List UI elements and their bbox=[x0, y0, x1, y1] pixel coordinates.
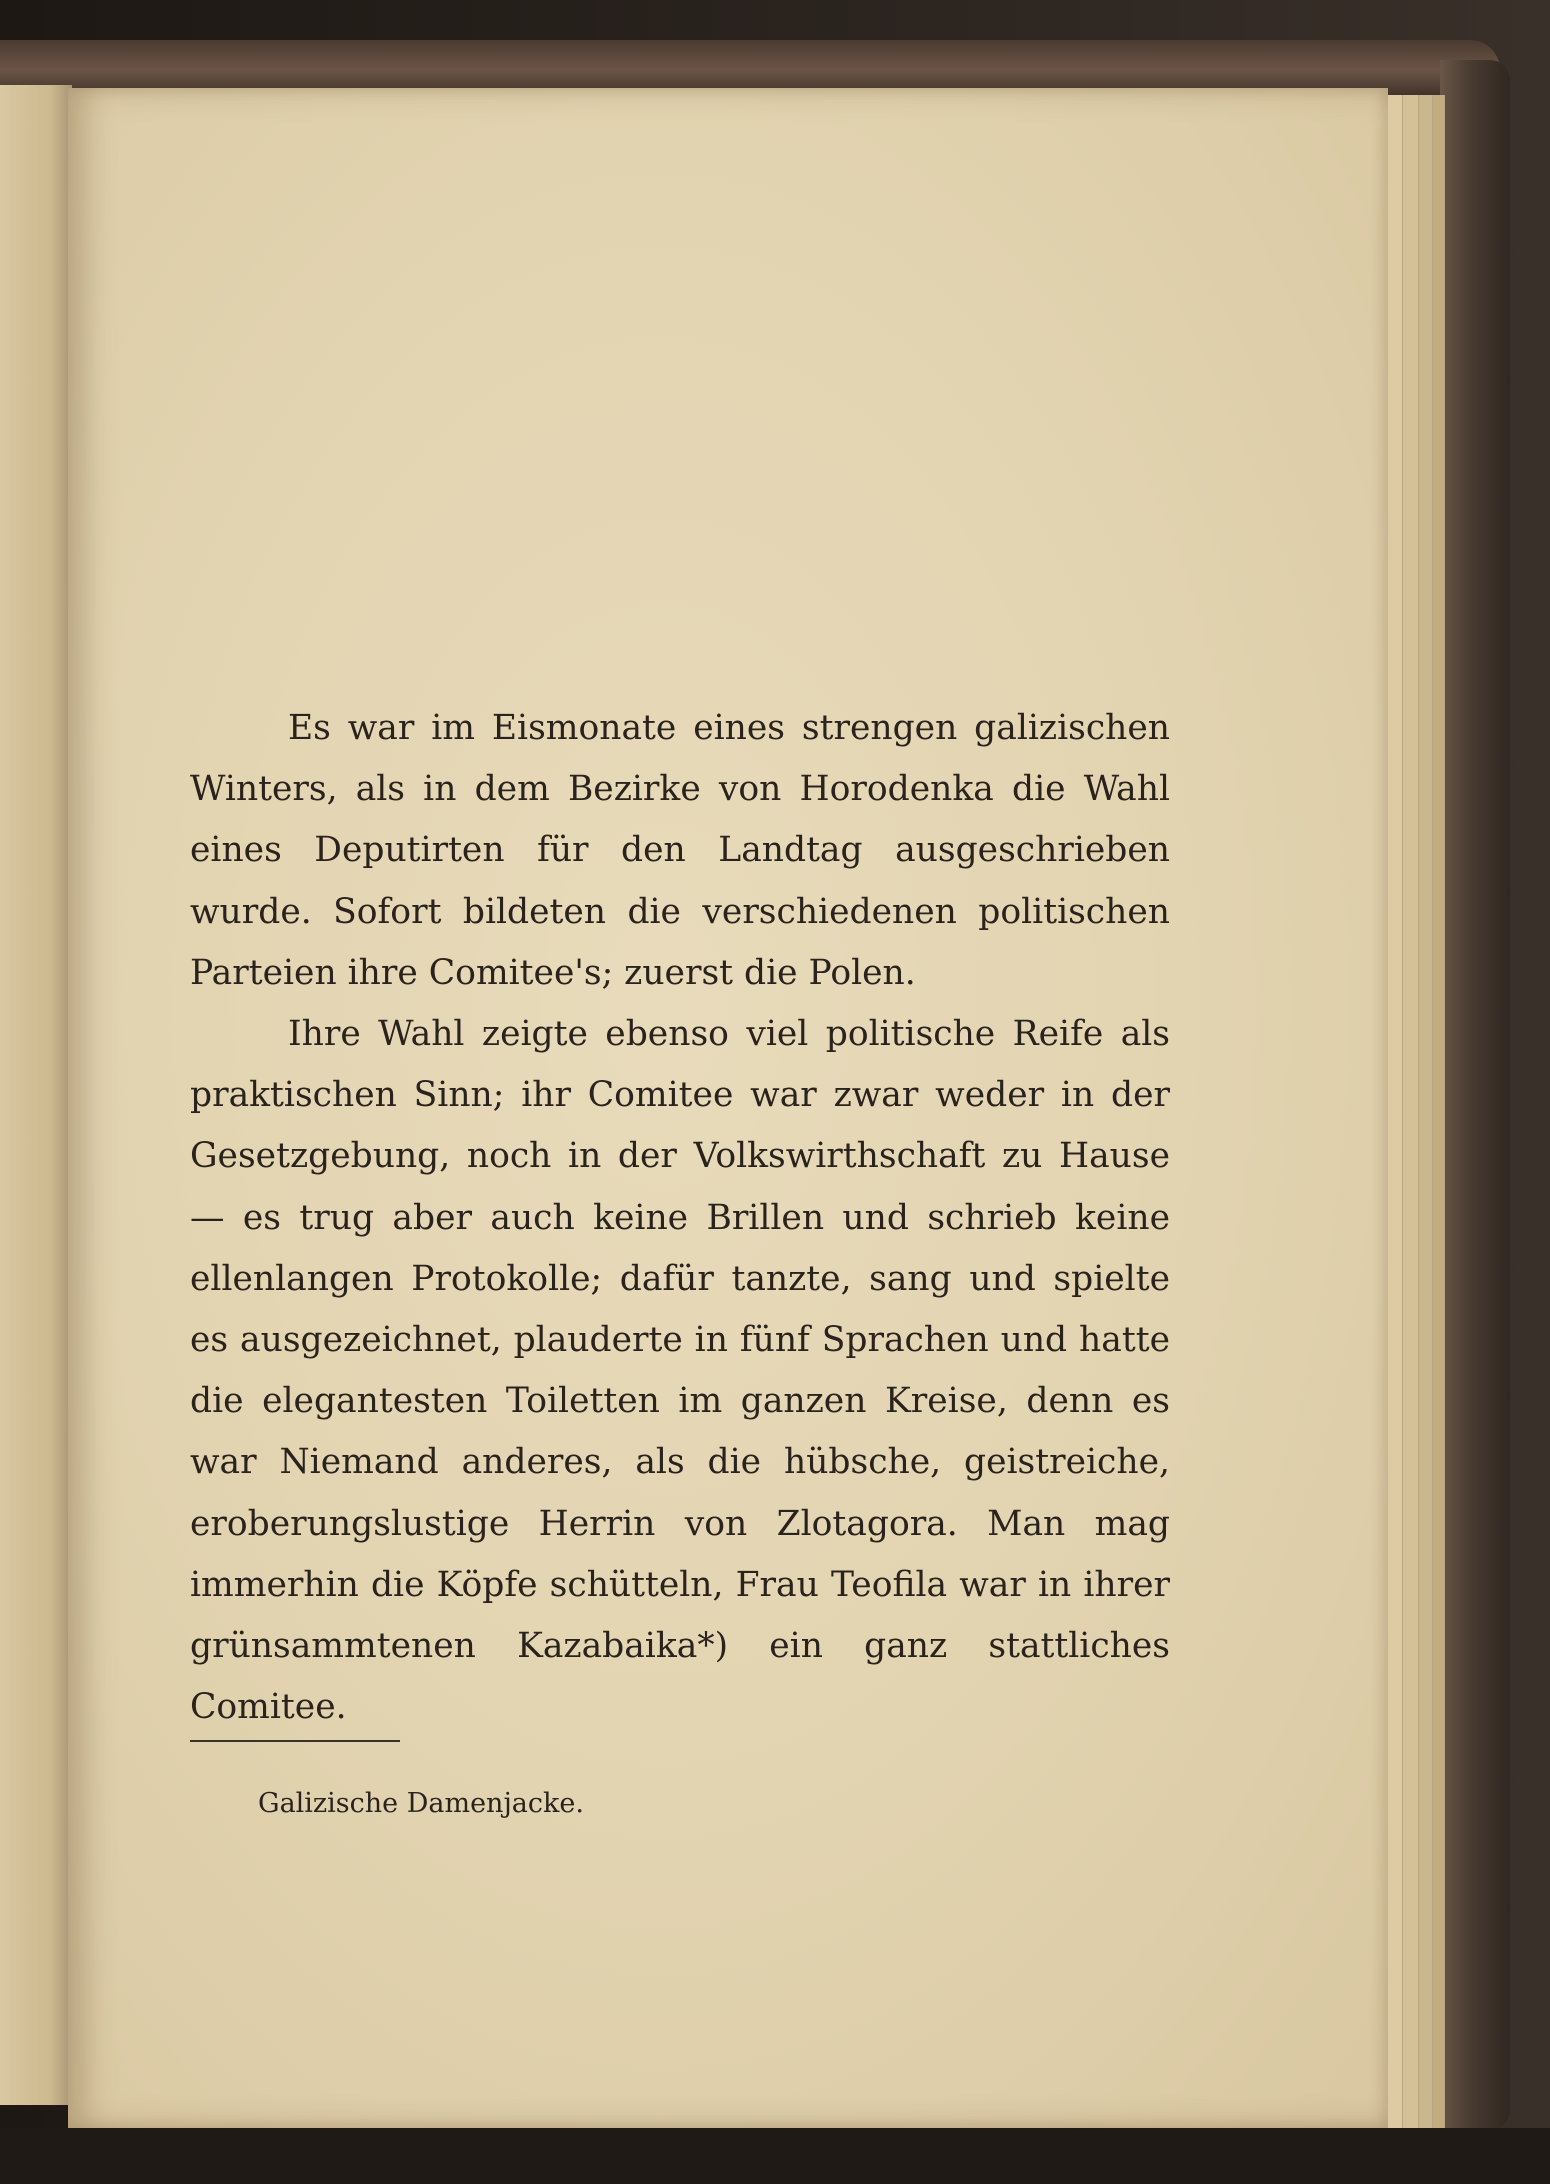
footnote-rule bbox=[190, 1740, 400, 1742]
footnote: Galizische Damenjacke. bbox=[258, 1788, 584, 1819]
left-page-edge bbox=[0, 85, 72, 2105]
paragraph-1: Es war im Eismonate eines strengen galizischen Winters, als in dem Bezirke von Horodenka die Wahl eines Deputirten für den Landtag ausgeschrieben wurde. Sofort bildeten die verschiedenen politischen Parteien ihre Comitee's; zuerst die Polen. bbox=[190, 708, 1170, 993]
paragraph-2: Ihre Wahl zeigte ebenso viel politische Reife als praktischen Sinn; ihr Comitee war zwar weder in der Gesetzgebung, noch in der Volkswirthschaft zu Hause — es trug aber auch keine Brillen und schrieb keine ellenlangen Protokolle; dafür tanzte, sang und spielte es ausgezeichnet, plauderte in fünf Sprachen und hatte die elegantesten Toiletten im ganzen Kreise, denn es war Niemand anderes, als die hübsche, geistreiche, eroberungslustige Herrin von Zlotagora. Man mag immerhin die Köpfe schütteln, Frau Teofila war in ihrer grünsammtenen Kazabaika*) ein ganz stattliches Comitee. bbox=[190, 1014, 1170, 1728]
book-cover-right bbox=[1440, 60, 1510, 2130]
body-text bbox=[190, 698, 1170, 1738]
bottom-background bbox=[0, 2128, 1550, 2184]
